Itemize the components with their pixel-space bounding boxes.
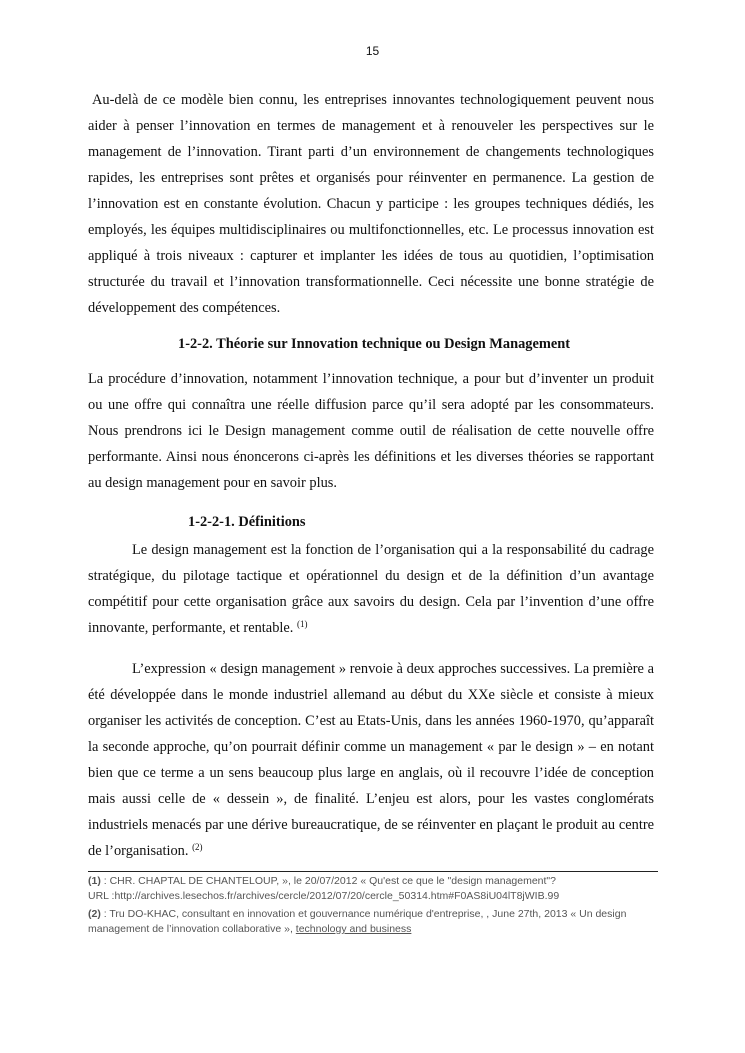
page-number: 15 [365, 44, 380, 58]
section-heading-1-2-2: 1-2-2. Théorie sur Innovation technique ou Design Management [178, 336, 571, 352]
footnote-1 [88, 874, 658, 904]
footnote-separator [88, 871, 658, 872]
paragraph-intro: Au-delà de ce modèle bien connu, les entreprises innovantes technologiquement peuvent nous aider à penser l’innovation en termes de management et à renouveler les perspectives sur le management de l’innovation. Tirant parti d’un environnement de changements technologiques rapides, les entreprises sont prêtes et organisés pour réinventer en permanence. La gestion de l’innovation est en constante évolution. Chacun y participe : les groupes techniques dédiés, les employés, les équipes multidisciplinaires ou multifonctionnelles, etc. Le processus innovation est appliqué à trois niveaux : capturer et implanter les idées de tous au quotidien, l’optimisation structurée du travail et l’innovation transformationnelle. Ceci nécessite une bonne stratégie de développement des compétences. [88, 92, 654, 316]
footnote-2-line [88, 907, 658, 937]
footnote-ref-2: (2) [192, 842, 203, 852]
footnote-1-line [88, 874, 658, 889]
footnote-2 [88, 907, 658, 937]
footnote-2-number: (2) [88, 908, 101, 920]
footnote-ref-1: (1) [297, 619, 308, 629]
footnote-1-url: URL :http://archives.lesechos.fr/archives/cercle/2012/07/20/cercle_50314.htm#F0AS8iU04lT8jWIB.99 [88, 890, 560, 902]
footnote-1-text: : CHR. CHAPTAL DE CHANTELOUP, », le 20/07/2012 « Qu'est ce que le "design management"? [100, 875, 556, 887]
footnote-2-text: : Tru DO-KHAC, consultant en innovation et gouvernance numérique d'entreprise, , June 27th, 2013 « Un design management de l’innovation collaborative », [88, 908, 627, 935]
paragraph-expression [88, 656, 654, 864]
footnote-2-link[interactable]: technology and business [295, 923, 412, 935]
paragraph-definition [88, 537, 654, 641]
subsection-heading-definitions: 1-2-2-1. Définitions [188, 514, 306, 530]
footnote-1-number: (1) [88, 875, 101, 887]
paragraph-innovation-procedure: La procédure d’innovation, notamment l’innovation technique, a pour but d’inventer un produit ou une offre qui connaîtra une réelle diffusion parce qu’il sera adopté par les consommateurs. Nous prendrons ici le Design management comme outil de réalisation de cette nouvelle offre performante. Ainsi nous énoncerons ci-après les définitions et les diverses théories se rapportant au design management pour en savoir plus. [88, 371, 654, 491]
footnotes [88, 874, 658, 940]
paragraph-expression-text: L’expression « design management » renvoie à deux approches successives. La première a été développée dans le monde industriel allemand au début du XXe siècle et consiste à mieux organiser les activités de conception. C’est au Etats-Unis, dans les années 1960-1970, qu’apparaît la seconde approche, qu’on pourrait définir comme un management « par le design » – en notant bien que ce terme a un sens beaucoup plus large en anglais, où il recouvre l’idée de conception mais aussi celle de « dessein », de finalité. L’enjeu est alors, pour les vastes conglomérats industriels menacés par une dérive bureaucratique, de se réinventer en plaçant le produit au centre de l’organisation. [88, 661, 654, 859]
paragraph-definition-text: Le design management est la fonction de l’organisation qui a la responsabilité du cadrage stratégique, du pilotage tactique et opérationnel du design et de la définition d’un avantage compétitif pour cette organisation grâce aux savoirs du design. Cela par l’invention d’une offre innovante, performante, et rentable. [88, 542, 654, 636]
